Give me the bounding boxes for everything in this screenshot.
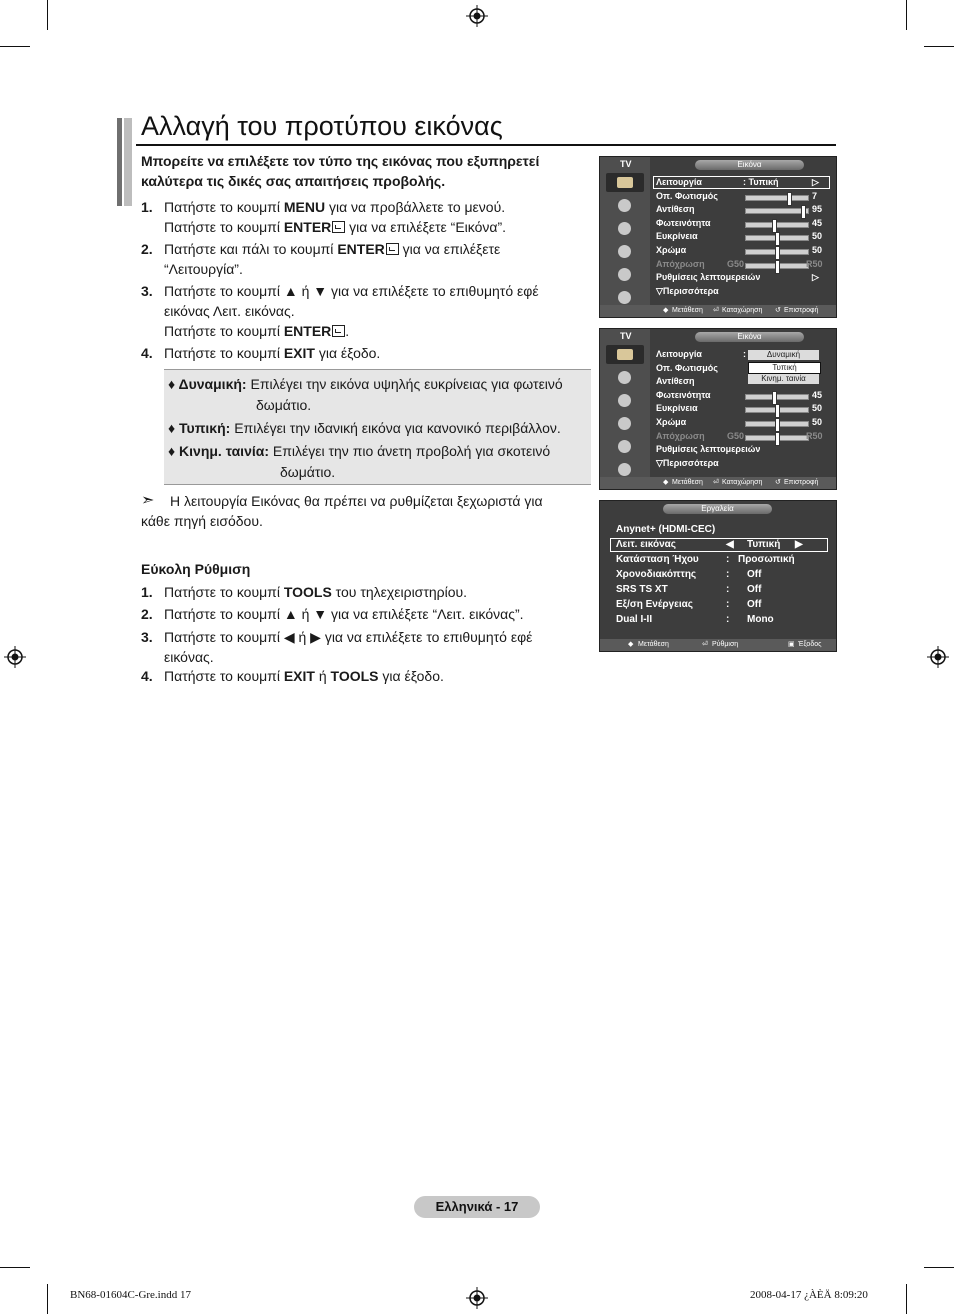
menu-footer bbox=[600, 305, 836, 317]
step-number: 3. bbox=[141, 283, 153, 299]
footer-label: Μετάθεση bbox=[672, 307, 703, 314]
slider-track[interactable] bbox=[745, 249, 809, 255]
move-icon: ◆ bbox=[628, 641, 634, 648]
enter-icon bbox=[332, 325, 345, 337]
title-accent-bar bbox=[124, 118, 132, 206]
step-item bbox=[141, 604, 591, 624]
step-text: Πατήστε και πάλι το κουμπί bbox=[164, 241, 338, 257]
menu-row-label[interactable]: Αντίθεση bbox=[656, 204, 695, 215]
menu-row-label[interactable]: Αντίθεση bbox=[656, 376, 695, 387]
step-text: για να επιλέξετε “Εικόνα”. bbox=[345, 219, 507, 235]
tv-tools-menu-screen bbox=[599, 500, 837, 652]
setup-icon[interactable] bbox=[606, 414, 644, 433]
channel-icon[interactable] bbox=[606, 219, 644, 238]
sound-icon[interactable] bbox=[606, 368, 644, 387]
slider-knob[interactable] bbox=[775, 232, 780, 246]
button-name: EXIT bbox=[283, 668, 315, 684]
page-title: Αλλαγή του προτύπου εικόνας bbox=[141, 111, 503, 141]
slider-knob[interactable] bbox=[787, 192, 792, 206]
intro-line: καλύτερα τις δικές σας απαιτήσεις προβολής. bbox=[141, 173, 446, 189]
footer-label: Ρύθμιση bbox=[712, 641, 739, 648]
setup-icon-glyph bbox=[618, 245, 631, 258]
slider-track[interactable] bbox=[745, 208, 809, 214]
step-number: 1. bbox=[141, 584, 153, 600]
menu-sidebar bbox=[600, 329, 650, 489]
menu-footer bbox=[600, 639, 836, 651]
menu-row-value: : bbox=[743, 349, 746, 359]
step-line bbox=[164, 239, 500, 259]
tools-row-separator: : bbox=[726, 584, 730, 595]
tint-left-label: G50 bbox=[727, 258, 745, 269]
registration-mark-icon bbox=[466, 1287, 488, 1309]
return-icon: ↺ bbox=[775, 479, 781, 486]
tools-row-label[interactable]: Dual I-II bbox=[616, 614, 653, 625]
slider-knob[interactable] bbox=[775, 404, 780, 418]
slider-value: 50 bbox=[812, 245, 823, 255]
slider-knob[interactable] bbox=[775, 432, 780, 446]
menu-header: Εργαλεία bbox=[663, 504, 772, 514]
step-number: 2. bbox=[141, 241, 153, 257]
step-text: Πατήστε το κουμπί bbox=[164, 219, 284, 235]
selected-row-highlight bbox=[610, 538, 828, 552]
slider-knob[interactable] bbox=[775, 246, 780, 260]
slider-track[interactable] bbox=[745, 421, 809, 427]
step-line bbox=[164, 582, 467, 602]
step-number: 1. bbox=[141, 199, 153, 215]
menu-row-label[interactable]: Ευκρίνεια bbox=[656, 403, 698, 414]
exit-icon: ▣ bbox=[788, 641, 795, 648]
tools-row-value: Off bbox=[747, 584, 762, 595]
tools-row-label[interactable]: Χρονοδιακόπτης bbox=[616, 569, 697, 580]
step-line bbox=[164, 321, 349, 341]
slider-knob[interactable] bbox=[775, 418, 780, 432]
setup-icon-glyph bbox=[618, 417, 631, 430]
picture-icon-glyph bbox=[617, 177, 633, 188]
slider-value: 95 bbox=[812, 204, 823, 215]
title-accent-bar bbox=[117, 118, 122, 206]
step-line bbox=[164, 647, 214, 667]
footer-label: Μετάθεση bbox=[638, 641, 669, 648]
step-text: Πατήστε το κουμπί ▲ ή ▼ για να επιλέξετε “Λειτ. εικόνας”. bbox=[164, 606, 524, 622]
slider-track[interactable] bbox=[745, 222, 809, 228]
step-line bbox=[164, 627, 532, 647]
menu-row-label[interactable]: Ευκρίνεια bbox=[656, 231, 698, 242]
step-line bbox=[164, 281, 539, 301]
footer-label: Καταχώρηση bbox=[722, 479, 763, 486]
sound-icon-glyph bbox=[618, 199, 631, 212]
menu-row-label[interactable]: Ρυθμίσεις λεπτομερειών bbox=[656, 444, 761, 455]
button-name: ENTER bbox=[283, 323, 332, 339]
file-slug: BN68-01604C-Gre.indd 17 bbox=[70, 1289, 191, 1301]
registration-mark-icon bbox=[466, 5, 488, 27]
step-text: για έξοδο. bbox=[314, 345, 381, 361]
picture-icon[interactable] bbox=[606, 173, 644, 192]
button-name: ENTER bbox=[337, 241, 385, 257]
footer-label: Επιστροφή bbox=[784, 479, 819, 486]
crop-mark bbox=[0, 46, 30, 47]
registration-mark-icon bbox=[4, 646, 26, 668]
step-text: του τηλεχειριστηρίου. bbox=[331, 584, 468, 600]
step-text: για να επιλέξετε bbox=[398, 241, 501, 257]
menu-row-label[interactable]: Χρώμα bbox=[656, 417, 687, 427]
step-text: Πατήστε το κουμπί bbox=[164, 668, 284, 684]
menu-row-label[interactable]: ▽Περισσότερα bbox=[656, 457, 719, 468]
dropdown-option[interactable]: Δυναμική bbox=[748, 350, 819, 360]
step-item bbox=[141, 343, 591, 363]
slider-value: 50 bbox=[812, 231, 823, 242]
input-icon-glyph bbox=[618, 440, 631, 453]
crop-mark bbox=[0, 1267, 30, 1268]
tools-row-separator: : bbox=[726, 554, 730, 565]
note-line: Η λειτουργία Εικόνας θα πρέπει να ρυθμίζεται ξεχωριστά για bbox=[170, 493, 543, 509]
menu-row-label[interactable]: Απόχρωση bbox=[656, 430, 705, 441]
enter-icon: ⏎ bbox=[713, 479, 719, 486]
dropdown-option[interactable]: Κινημ. ταινία bbox=[748, 374, 819, 384]
crop-mark bbox=[47, 1284, 48, 1314]
slider-value: 45 bbox=[812, 389, 823, 400]
step-line bbox=[164, 604, 524, 624]
mode-item-dynamic: ♦ Δυναμική: Επιλέγει την εικόνα υψηλής ευκρίνειας για φωτεινό bbox=[168, 376, 563, 392]
step-item bbox=[141, 582, 591, 602]
footer-label: Καταχώρηση bbox=[722, 307, 763, 314]
slider-track[interactable] bbox=[745, 195, 809, 201]
footer-label: Μετάθεση bbox=[672, 479, 703, 486]
slider-track[interactable] bbox=[745, 407, 809, 413]
channel-icon-glyph bbox=[618, 222, 631, 235]
crop-mark bbox=[47, 0, 48, 30]
enter-icon bbox=[386, 243, 399, 255]
setup-icon[interactable] bbox=[606, 242, 644, 261]
channel-icon[interactable] bbox=[606, 391, 644, 410]
tools-row-value: Τυπική bbox=[747, 539, 781, 550]
step-text: . bbox=[345, 323, 350, 339]
slider-value: 45 bbox=[812, 217, 823, 228]
intro-line: Μπορείτε να επιλέξετε τον τύπο της εικόνας που εξυπηρετεί bbox=[141, 153, 540, 169]
picture-icon[interactable] bbox=[606, 345, 644, 364]
mode-descriptions-box bbox=[164, 369, 591, 485]
slider-knob[interactable] bbox=[801, 205, 806, 219]
tools-row-label[interactable]: Κατάσταση Ήχου bbox=[616, 554, 699, 565]
tools-row-value: Προσωπική bbox=[738, 554, 795, 565]
menu-sidebar bbox=[600, 157, 650, 317]
dropdown-option[interactable]: Τυπική bbox=[748, 362, 821, 374]
tools-row-label[interactable]: Εξ/ση Ενέργειας bbox=[616, 599, 693, 610]
step-text: εικόνας Λειτ. εικόνας. bbox=[164, 303, 295, 319]
return-icon: ↺ bbox=[775, 307, 781, 314]
menu-header: Εικόνα bbox=[695, 332, 804, 342]
slider-track[interactable] bbox=[745, 235, 809, 241]
chevron-right-icon: ▶ bbox=[795, 539, 803, 550]
step-number: 4. bbox=[141, 345, 153, 361]
mode-item-continuation: δωμάτιο. bbox=[280, 464, 336, 480]
note-line: κάθε πηγή εισόδου. bbox=[141, 513, 263, 529]
footer-label: Επιστροφή bbox=[784, 307, 819, 314]
note bbox=[141, 491, 591, 531]
note-arrow-icon: ➣ bbox=[141, 492, 155, 509]
enter-icon bbox=[332, 221, 345, 233]
menu-row-label[interactable]: Οπ. Φωτισμός bbox=[656, 190, 718, 201]
chevron-left-icon: ◀ bbox=[726, 539, 734, 550]
step-text: Πατήστε το κουμπί bbox=[164, 345, 284, 361]
menu-row-value: : Τυπική bbox=[743, 177, 779, 187]
tint-left-label: G50 bbox=[727, 430, 745, 441]
menu-row-label[interactable]: ▽Περισσότερα bbox=[656, 285, 719, 296]
input-icon-glyph bbox=[618, 268, 631, 281]
step-text: Πατήστε το κουμπί ▲ ή ▼ για να επιλέξετε το επιθυμητό εφέ bbox=[164, 283, 539, 299]
menu-row-label[interactable]: Φωτεινότητα bbox=[656, 217, 711, 228]
channel-icon-glyph bbox=[618, 394, 631, 407]
slider-knob[interactable] bbox=[775, 260, 780, 274]
step-text: για να προβάλλετε το μενού. bbox=[325, 199, 506, 215]
menu-row-label[interactable]: Λειτουργία bbox=[656, 349, 702, 359]
step-item bbox=[141, 239, 591, 279]
crop-mark bbox=[906, 0, 907, 30]
step-line bbox=[164, 666, 444, 686]
menu-header: Εικόνα bbox=[695, 160, 804, 170]
tools-row-separator: : bbox=[726, 599, 730, 610]
step-text: Πατήστε το κουμπί bbox=[164, 323, 284, 339]
tools-row-value: Mono bbox=[747, 614, 774, 625]
step-line bbox=[164, 217, 506, 237]
slider-value: 50 bbox=[812, 403, 823, 414]
tools-row-value: Off bbox=[747, 599, 762, 610]
step-text: Πατήστε το κουμπί bbox=[164, 199, 284, 215]
menu-row-label[interactable]: Ρυθμίσεις λεπτομερειών bbox=[656, 272, 761, 283]
move-icon: ◆ bbox=[663, 307, 669, 314]
sound-icon-glyph bbox=[618, 371, 631, 384]
tools-row-value: Off bbox=[747, 569, 762, 580]
button-name: TOOLS bbox=[330, 668, 379, 684]
step-number: 3. bbox=[141, 629, 153, 645]
tools-row-label[interactable]: Λειτ. εικόνας bbox=[616, 539, 676, 550]
menu-row-label[interactable]: Απόχρωση bbox=[656, 258, 705, 269]
input-icon[interactable] bbox=[606, 265, 644, 284]
step-line bbox=[164, 259, 243, 279]
sidebar-tv-label: TV bbox=[620, 331, 632, 341]
step-item bbox=[141, 627, 591, 667]
step-text: Πατήστε το κουμπί ◀ ή ▶ για να επιλέξετε το επιθυμητό εφέ bbox=[164, 629, 533, 645]
step-text: εικόνας. bbox=[164, 649, 214, 665]
enter-icon: ⏎ bbox=[702, 641, 708, 648]
crop-mark bbox=[906, 1284, 907, 1314]
menu-footer bbox=[600, 477, 836, 489]
move-icon: ◆ bbox=[663, 479, 669, 486]
tools-row-label[interactable]: SRS TS XT bbox=[616, 584, 668, 595]
step-text: Πατήστε το κουμπί bbox=[164, 584, 284, 600]
step-item bbox=[141, 666, 591, 686]
tint-right-label: R50 bbox=[806, 258, 823, 269]
tv-picture-menu-screen bbox=[599, 156, 837, 318]
chevron-right-icon: ▷ bbox=[812, 177, 819, 187]
step-text: για έξοδο. bbox=[378, 668, 444, 684]
tint-right-label: R50 bbox=[806, 430, 823, 441]
crop-mark bbox=[924, 1267, 954, 1268]
title-rule bbox=[136, 144, 836, 146]
slider-track[interactable] bbox=[745, 435, 809, 441]
slider-track[interactable] bbox=[745, 394, 809, 400]
step-item bbox=[141, 197, 591, 237]
slider-track[interactable] bbox=[745, 263, 809, 269]
step-text: “Λειτουργία”. bbox=[164, 261, 243, 277]
step-item bbox=[141, 281, 591, 341]
mode-item-movie: ♦ Κινημ. ταινία: Επιλέγει την πιο άνετη προβολή για σκοτεινό bbox=[168, 443, 551, 459]
footer-label: Έξοδος bbox=[798, 641, 822, 648]
slider-knob[interactable] bbox=[772, 219, 777, 233]
step-line bbox=[164, 301, 295, 321]
easy-setup-heading: Εύκολη Ρύθμιση bbox=[141, 561, 251, 577]
step-line bbox=[164, 343, 380, 363]
sound-icon[interactable] bbox=[606, 196, 644, 215]
mode-item-standard: ♦ Τυπική: Επιλέγει την ιδανική εικόνα για κανονικό περιβάλλον. bbox=[168, 420, 561, 436]
slider-value: 7 bbox=[812, 190, 818, 201]
step-number: 2. bbox=[141, 606, 153, 622]
menu-row-label[interactable]: Φωτεινότητα bbox=[656, 389, 711, 400]
crop-mark bbox=[924, 46, 954, 47]
mode-item-continuation: δωμάτιο. bbox=[256, 397, 312, 413]
input-icon[interactable] bbox=[606, 437, 644, 456]
menu-row-label[interactable]: Λειτουργία bbox=[656, 177, 702, 187]
step-number: 4. bbox=[141, 668, 153, 684]
tools-row-label[interactable]: Anynet+ (HDMI-CEC) bbox=[616, 524, 716, 535]
menu-row-label[interactable]: Οπ. Φωτισμός bbox=[656, 362, 718, 373]
picture-icon-glyph bbox=[617, 349, 633, 360]
tv-picture-mode-dropdown-screen bbox=[599, 328, 837, 490]
intro-text bbox=[141, 151, 591, 191]
enter-icon: ⏎ bbox=[713, 307, 719, 314]
selected-row-highlight bbox=[653, 176, 830, 189]
step-text: ή bbox=[314, 668, 331, 684]
registration-mark-icon bbox=[927, 646, 949, 668]
sidebar-tv-label: TV bbox=[620, 159, 632, 169]
menu-row-label[interactable]: Χρώμα bbox=[656, 245, 687, 255]
submenu-arrow-icon: ▷ bbox=[812, 272, 819, 283]
date-slug: 2008-04-17 ¿ÀÈÄ 8:09:20 bbox=[750, 1289, 868, 1301]
application-icon-glyph bbox=[618, 291, 631, 304]
step-line bbox=[164, 197, 505, 217]
page-number: Ελληνικά - 17 bbox=[414, 1196, 540, 1218]
tools-row-separator: : bbox=[726, 614, 730, 625]
button-name: TOOLS bbox=[283, 584, 332, 600]
button-name: ENTER bbox=[283, 219, 332, 235]
tools-row-separator: : bbox=[726, 569, 730, 580]
slider-value: 50 bbox=[812, 417, 823, 427]
button-name: EXIT bbox=[283, 345, 315, 361]
application-icon-glyph bbox=[618, 463, 631, 476]
button-name: MENU bbox=[283, 199, 326, 215]
slider-knob[interactable] bbox=[772, 391, 777, 405]
